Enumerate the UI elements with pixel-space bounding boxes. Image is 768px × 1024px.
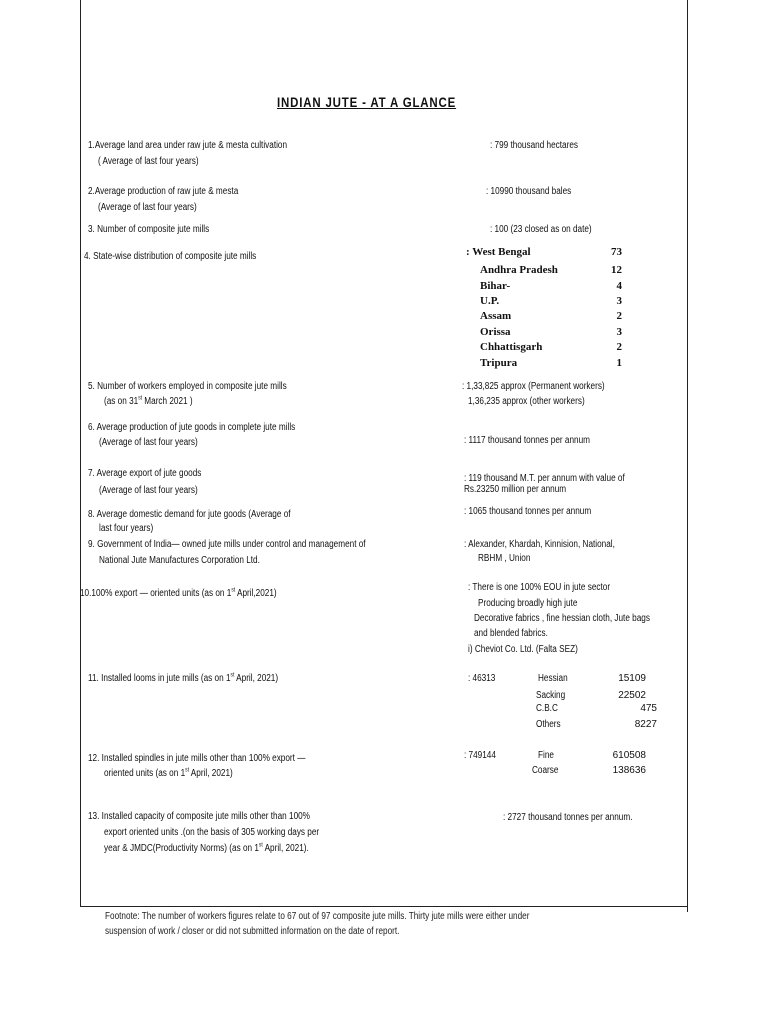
state-count: 2 [616, 310, 622, 322]
item-8-label: 8. Average domestic demand for jute goods (Average of [88, 509, 291, 520]
item-2-value: : 10990 thousand bales [486, 186, 572, 197]
item-6-sub: (Average of last four years) [99, 437, 198, 448]
item-8-sub: last four years) [99, 523, 154, 534]
item-7-value-2: Rs.23250 million per annum [464, 484, 567, 495]
state-name: U.P. [480, 295, 500, 307]
item-3-label: 3. Number of composite jute mills [88, 224, 210, 235]
item-1-value: : 799 thousand hectares [490, 140, 578, 151]
item-12-total: : 749144 [464, 750, 496, 761]
loom-type: Others [536, 719, 561, 730]
loom-count: 475 [640, 703, 657, 714]
item-9-label: 9. Government of India— owned jute mills under control and management of [88, 539, 366, 550]
loom-type: Sacking [536, 690, 566, 701]
frame-left-border [80, 0, 81, 906]
state-count: 3 [616, 295, 622, 307]
item-10-line: Producing broadly high jute [478, 598, 578, 609]
state-count: 3 [616, 326, 622, 338]
item-11-total: : 46313 [468, 673, 496, 684]
state-name: Andhra Pradesh [480, 264, 558, 276]
item-4-label: 4. State-wise distribution of composite jute mills [84, 251, 257, 262]
loom-count: 8227 [634, 719, 657, 730]
item-5-sub: (as on 31st March 2021 ) [104, 395, 193, 407]
frame-bottom-border [80, 906, 688, 907]
spindle-type: Coarse [532, 765, 559, 776]
spindle-count: 610508 [612, 750, 646, 761]
item-1-label: 1.Average land area under raw jute & mesta cultivation [88, 140, 288, 151]
state-name: Assam [480, 310, 512, 322]
loom-type: C.B.C [536, 703, 558, 714]
item-12-label: 12. Installed spindles in jute mills other than 100% export — [88, 753, 306, 764]
item-1-sub: ( Average of last four years) [98, 156, 199, 167]
state-name: Bihar- [480, 280, 511, 292]
item-10-line: i) Cheviot Co. Ltd. (Falta SEZ) [468, 644, 578, 655]
loom-type: Hessian [538, 673, 568, 684]
item-5-label: 5. Number of workers employed in composite jute mills [88, 381, 287, 392]
item-8-value: : 1065 thousand tonnes per annum [464, 506, 592, 517]
state-name: Orissa [480, 326, 511, 338]
item-10-line: and blended fabrics. [474, 628, 548, 639]
state-count: 4 [616, 280, 622, 292]
item-2-sub: (Average of last four years) [98, 202, 197, 213]
footnote-line-2: suspension of work / closer or did not submitted information on the date of report. [105, 926, 400, 937]
item-6-label: 6. Average production of jute goods in complete jute mills [88, 422, 296, 433]
item-10-label: 10.100% export — oriented units (as on 1st April,2021) [80, 587, 277, 599]
state-count: 2 [616, 341, 622, 353]
footnote-line-1: Footnote: The number of workers figures relate to 67 out of 97 composite jute mills. Thirty jute mills were either under [105, 911, 530, 922]
item-2-label: 2.Average production of raw jute & mesta [88, 186, 239, 197]
item-10-line: : There is one 100% EOU in jute sector [468, 582, 611, 593]
item-3-value: : 100 (23 closed as on date) [490, 224, 592, 235]
item-5-value-2: 1,36,235 approx (other workers) [468, 396, 585, 407]
item-9-value-2: RBHM , Union [478, 553, 531, 564]
loom-count: 15109 [618, 673, 646, 684]
frame-right-border [687, 0, 688, 912]
state-count: 1 [616, 357, 622, 369]
state-name: Chhattisgarh [480, 341, 543, 353]
item-10-line: Decorative fabrics , fine hessian cloth, Jute bags [474, 613, 650, 624]
item-7-sub: (Average of last four years) [99, 485, 198, 496]
item-9-sub: National Jute Manufactures Corporation Ltd. [99, 555, 260, 566]
loom-count: 22502 [618, 690, 646, 701]
state-count: 73 [611, 246, 622, 258]
spindle-type: Fine [538, 750, 554, 761]
item-13-value: : 2727 thousand tonnes per annum. [503, 812, 633, 823]
item-12-sub: oriented units (as on 1st April, 2021) [104, 767, 233, 779]
state-name: Tripura [480, 357, 518, 369]
item-6-value: : 1117 thousand tonnes per annum [464, 435, 590, 446]
page-title: INDIAN JUTE - AT A GLANCE [277, 94, 457, 110]
state-name: : West Bengal [466, 246, 531, 258]
spindle-count: 138636 [612, 765, 646, 776]
item-13-line-3: year & JMDC(Productivity Norms) (as on 1st April, 2021). [104, 842, 309, 854]
item-7-value-1: : 119 thousand M.T. per annum with value of [464, 473, 625, 484]
item-9-value-1: : Alexander, Khardah, Kinnision, National, [464, 539, 615, 550]
item-7-label: 7. Average export of jute goods [88, 468, 202, 479]
item-13-line-2: export oriented units .(on the basis of 305 working days per [104, 827, 320, 838]
state-count: 12 [611, 264, 622, 276]
item-5-value-1: : 1,33,825 approx (Permanent workers) [462, 381, 605, 392]
item-13-line-1: 13. Installed capacity of composite jute mills other than 100% [88, 811, 310, 822]
item-11-label: 11. Installed looms in jute mills (as on 1st April, 2021) [88, 672, 279, 684]
